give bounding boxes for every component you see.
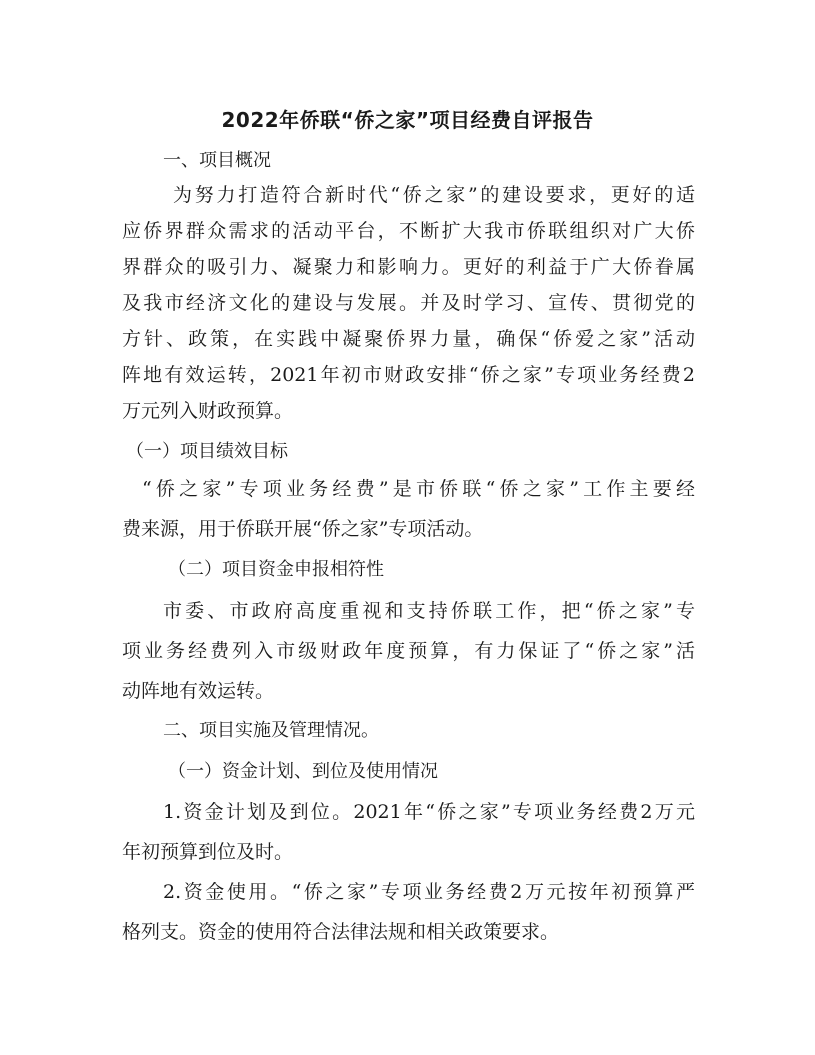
- overview-heading: 一、项目概况: [163, 150, 271, 171]
- relevance-line: 动阵地有效运转。: [122, 680, 275, 702]
- overview-line: 万元列入财政预算。: [122, 400, 294, 422]
- overview-line: 界群众的吸引力、凝聚力和影响力。更好的利益于广大侨眷属: [122, 256, 695, 278]
- document-title: 2022年侨联“侨之家”项目经费自评报告: [221, 108, 594, 132]
- goal-line: 费来源，用于侨联开展“侨之家”专项活动。: [122, 518, 484, 540]
- funds-item1-line: 年初预算到位及时。: [122, 841, 294, 863]
- overview-line: 阵地有效运转，2021年初市财政安排“侨之家”专项业务经费2: [122, 364, 695, 386]
- relevance-line: 市委、市政府高度重视和支持侨联工作，把“侨之家”专: [163, 600, 695, 622]
- relevance-heading: （二）项目资金申报相符性: [168, 559, 384, 580]
- overview-line: 方针、政策，在实践中凝聚侨界力量，确保“侨爱之家”活动: [122, 328, 695, 350]
- funds-item2-line: 格列支。资金的使用符合法律法规和相关政策要求。: [122, 921, 560, 943]
- funds-item1-line: 1.资金计划及到位。2021年“侨之家”专项业务经费2万元: [163, 801, 695, 823]
- funds-item2-line: 2.资金使用。“侨之家”专项业务经费2万元按年初预算严: [163, 881, 695, 903]
- relevance-line: 项业务经费列入市级财政年度预算，有力保证了“侨之家”活: [122, 640, 695, 662]
- overview-line: 为努力打造符合新时代“侨之家”的建设要求，更好的适: [173, 184, 695, 206]
- goal-line: “侨之家”专项业务经费”是市侨联“侨之家”工作主要经: [142, 478, 695, 500]
- overview-line: 及我市经济文化的建设与发展。并及时学习、宣传、贯彻党的: [122, 292, 695, 314]
- overview-line: 应侨界群众需求的活动平台，不断扩大我市侨联组织对广大侨: [122, 220, 695, 242]
- implementation-heading: 二、项目实施及管理情况。: [163, 720, 379, 741]
- funds-heading: （一）资金计划、到位及使用情况: [168, 761, 438, 782]
- goal-heading: （一）项目绩效目标: [126, 441, 288, 462]
